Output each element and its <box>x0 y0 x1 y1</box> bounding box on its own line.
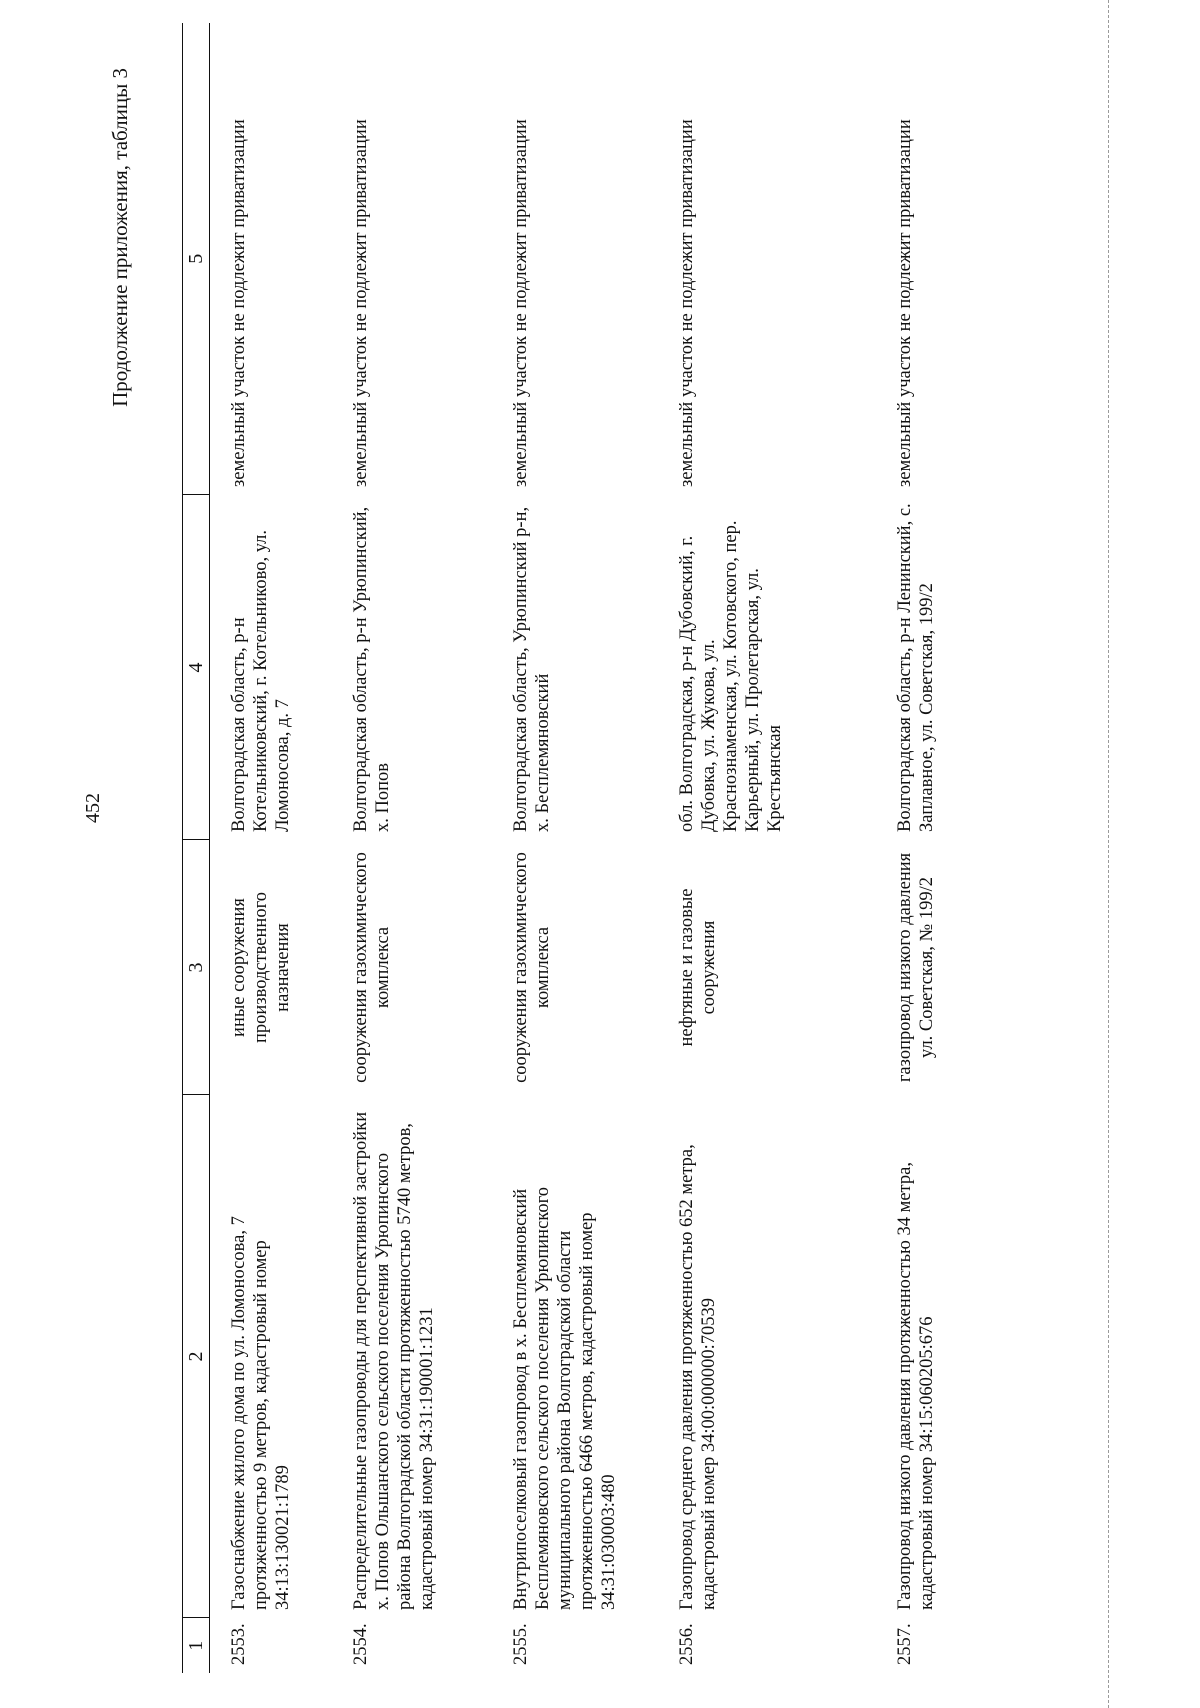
page-number: 452 <box>82 793 104 823</box>
scan-edge-line <box>1108 0 1109 1708</box>
table-row <box>210 23 333 1673</box>
row-number: 2557. <box>895 1623 915 1665</box>
object-location: Волгоградская область, р-н Котельниковский, г. Котельниково, ул. Ломоносова, д. 7 <box>229 529 293 832</box>
table-row <box>876 23 988 1673</box>
column-header-4: 4 <box>183 495 210 840</box>
table-header-row <box>183 23 210 1673</box>
object-location: обл. Волгоградская, р-н Дубовский, г. Дубовка, ул. Жукова, ул. Краснознаменская, ул. Котовского, пер. Карьерный, ул. Пролетарская, ул. Крестьянская <box>677 520 785 832</box>
object-location: Волгоградская область, Урюпинский р-н, х. Бесплемяновский <box>511 506 553 832</box>
object-name: Газопровод среднего давления протяженностью 652 метра, кадастровый номер 34:00:000000:70539 <box>677 1144 719 1610</box>
object-name: Распределительные газопроводы для перспективной застройки х. Попов Ольшанского сельского поселения Урюпинского района Волгоградской области протяженностью 5740 метров, кадастровый номер 34:31:190001:1231 <box>351 1111 437 1610</box>
object-type: сооружения газохимического комплекса <box>511 852 553 1083</box>
land-status: земельный участок не подлежит приватизации <box>677 119 697 487</box>
row-number: 2554. <box>351 1623 371 1665</box>
land-status: земельный участок не подлежит приватизации <box>511 119 531 487</box>
object-name: Газоснабжение жилого дома по ул. Ломоносова, 7 протяженностью 9 метров, кадастровый номер 34:13:130021:1789 <box>229 1216 293 1610</box>
row-number: 2556. <box>677 1623 697 1665</box>
object-name: Газопровод низкого давления протяженностью 34 метра, кадастровый номер 34:15:060205:676 <box>895 1162 937 1610</box>
land-status: земельный участок не подлежит приватизации <box>229 119 249 487</box>
land-status: земельный участок не подлежит приватизации <box>351 119 371 487</box>
land-status: земельный участок не подлежит приватизации <box>895 119 915 487</box>
column-header-3: 3 <box>183 840 210 1095</box>
table-row <box>492 23 658 1673</box>
column-header-1: 1 <box>183 1618 210 1673</box>
table-row <box>658 23 876 1673</box>
object-name: Внутрипоселковый газопровод в х. Бесплемяновский Бесплемяновского сельского поселения Урюпинского муниципального района Волгоградской области протяженностью 6466 метров, кадастровый номер 34:31:030003:480 <box>511 1187 619 1610</box>
continuation-caption: Продолжение приложения, таблицы 3 <box>108 68 132 407</box>
object-type: нефтяные и газовые сооружения <box>677 888 719 1047</box>
row-number: 2555. <box>511 1623 531 1665</box>
object-type: газопровод низкого давления ул. Советская, № 199/2 <box>895 852 937 1083</box>
object-location: Волгоградская область, р-н Урюпинский, х. Попов <box>351 506 393 832</box>
object-location: Волгоградская область, р-н Ленинский, с. Заплавное, ул. Советская, 199/2 <box>895 503 937 832</box>
column-header-2: 2 <box>183 1095 210 1618</box>
registry-table <box>182 23 988 1673</box>
table-row <box>332 23 492 1673</box>
column-header-5: 5 <box>183 23 210 495</box>
object-type: сооружения газохимического комплекса <box>351 852 393 1083</box>
row-number: 2553. <box>229 1623 249 1665</box>
object-type: иные сооружения производственного назначения <box>229 892 293 1043</box>
